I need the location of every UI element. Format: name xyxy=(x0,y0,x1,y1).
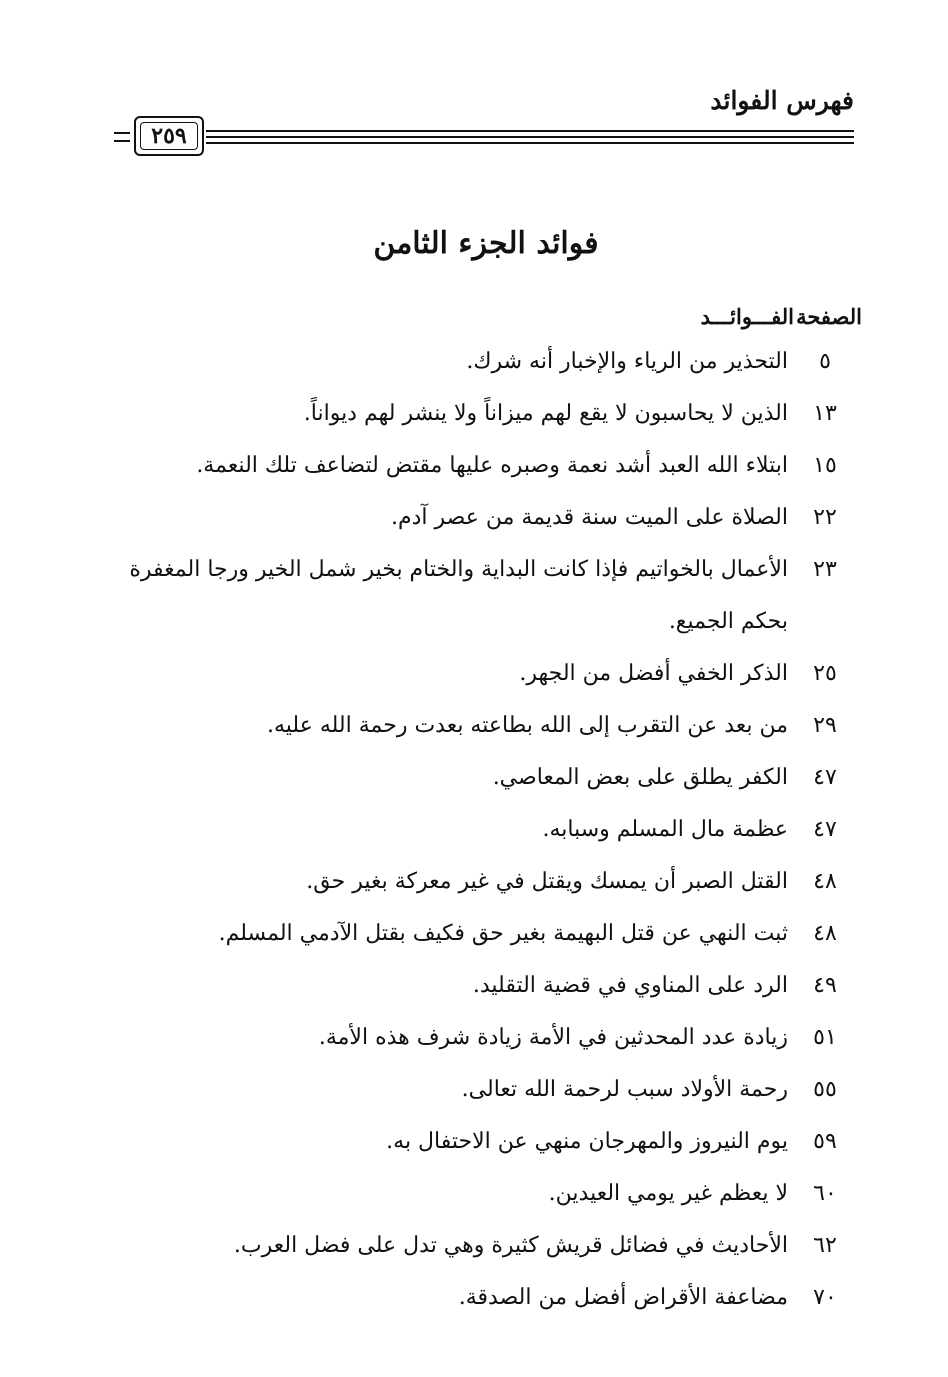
entry-text: الكفر يطلق على بعض المعاصي. xyxy=(492,765,788,790)
page-column-header: الصفحة xyxy=(796,303,862,329)
header-rule-end xyxy=(114,140,130,142)
list-item xyxy=(110,1272,862,1324)
entry-page-number: ٥٥ xyxy=(813,1077,837,1102)
entry-page-number: ٧٠ xyxy=(813,1285,837,1310)
entry-text: من بعد عن التقرب إلى الله بطاعته بعدت رحمة الله عليه. xyxy=(267,713,788,738)
list-item xyxy=(110,336,862,388)
header-rule-end xyxy=(114,132,130,134)
entry-text: رحمة الأولاد سبب لرحمة الله تعالى. xyxy=(461,1077,788,1102)
entry-text: الذين لا يحاسبون لا يقع لهم ميزاناً ولا ينشر لهم ديواناً. xyxy=(303,401,788,426)
list-item xyxy=(110,648,862,700)
entry-page-number: ٢٣ xyxy=(813,557,837,582)
entry-text: عظمة مال المسلم وسبابه. xyxy=(542,817,788,842)
column-headers xyxy=(110,296,862,336)
entry-page-number: ٤٧ xyxy=(813,765,837,790)
entry-text: لا يعظم غير يومي العيدين. xyxy=(548,1181,788,1206)
entry-text: مضاعفة الأقراض أفضل من الصدقة. xyxy=(458,1285,788,1310)
entry-page-number: ١٣ xyxy=(813,401,837,426)
entry-text: التحذير من الرياء والإخبار أنه شرك. xyxy=(466,349,788,374)
entry-page-number: ٥١ xyxy=(813,1025,837,1050)
list-item xyxy=(110,908,862,960)
entry-text: الأعمال بالخواتيم فإذا كانت البداية والختام بخير شمل الخير ورجا المغفرة بحكم الجميع. xyxy=(129,557,788,634)
entry-page-number: ٢٥ xyxy=(813,661,837,686)
entries-list xyxy=(110,336,862,1324)
entry-page-number: ٦٠ xyxy=(813,1181,837,1206)
page-number: ٢٥٩ xyxy=(140,122,198,150)
entry-page-number: ٢٩ xyxy=(813,713,837,738)
list-item xyxy=(110,700,862,752)
entry-page-number: ١٥ xyxy=(813,453,837,478)
list-item xyxy=(110,1012,862,1064)
list-item xyxy=(110,388,862,440)
entry-text: الرد على المناوي في قضية التقليد. xyxy=(472,973,788,998)
list-item xyxy=(110,856,862,908)
list-item xyxy=(110,804,862,856)
benefits-column-header: الفـــوائـــد xyxy=(700,303,794,329)
entry-text: زيادة عدد المحدثين في الأمة زيادة شرف هذه الأمة. xyxy=(318,1025,788,1050)
entry-page-number: ٦٢ xyxy=(813,1233,837,1258)
entry-text: القتل الصبر أن يمسك ويقتل في غير معركة بغير حق. xyxy=(306,869,788,894)
section-title-text: فوائد الجزء الثامن xyxy=(373,226,599,261)
entry-page-number: ٤٧ xyxy=(813,817,837,842)
benefits-index xyxy=(110,296,862,1324)
header-rule xyxy=(206,136,854,138)
section-title xyxy=(0,226,948,261)
running-title: فهرس الفوائد xyxy=(710,86,854,115)
header-rule xyxy=(206,130,854,132)
entry-page-number: ٤٩ xyxy=(813,973,837,998)
list-item xyxy=(110,492,862,544)
page-header xyxy=(110,78,854,158)
list-item xyxy=(110,1064,862,1116)
entry-text: ثبت النهي عن قتل البهيمة بغير حق فكيف بقتل الآدمي المسلم. xyxy=(218,921,788,946)
entry-page-number: ٥ xyxy=(819,349,831,374)
entry-page-number: ٥٩ xyxy=(813,1129,837,1154)
entry-text: الأحاديث في فضائل قريش كثيرة وهي تدل على فضل العرب. xyxy=(233,1233,788,1258)
list-item xyxy=(110,544,862,648)
entry-page-number: ٤٨ xyxy=(813,921,837,946)
list-item xyxy=(110,1168,862,1220)
list-item xyxy=(110,752,862,804)
entry-text: الذكر الخفي أفضل من الجهر. xyxy=(519,661,788,686)
list-item xyxy=(110,1116,862,1168)
header-rule xyxy=(206,142,854,144)
entry-text: يوم النيروز والمهرجان منهي عن الاحتفال به. xyxy=(386,1129,788,1154)
list-item xyxy=(110,960,862,1012)
entry-page-number: ٢٢ xyxy=(813,505,837,530)
entry-text: الصلاة على الميت سنة قديمة من عصر آدم. xyxy=(391,505,788,530)
entry-text: ابتلاء الله العبد أشد نعمة وصبره عليها مقتض لتضاعف تلك النعمة. xyxy=(196,453,788,478)
entry-page-number: ٤٨ xyxy=(813,869,837,894)
list-item xyxy=(110,440,862,492)
page-number-frame xyxy=(134,116,204,156)
list-item xyxy=(110,1220,862,1272)
